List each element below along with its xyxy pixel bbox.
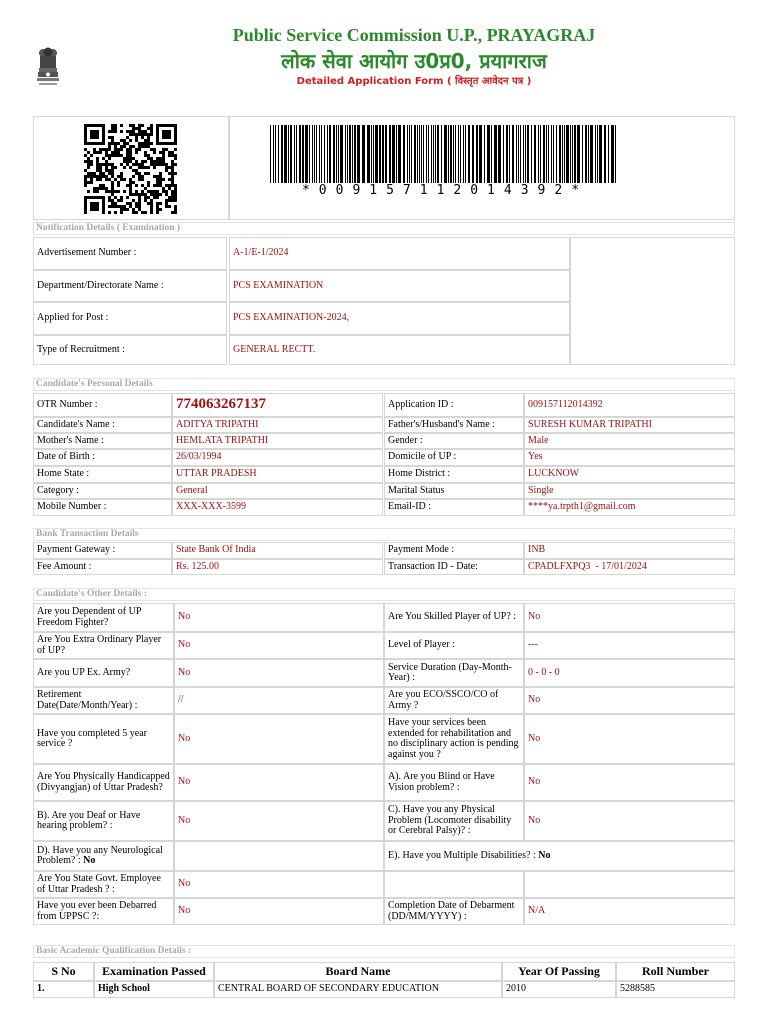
govt-employee-empty-2 — [524, 871, 735, 898]
physically-handicapped-label: Are You Physically Handicapped (Divyangjan) of Uttar Pradesh? — [33, 764, 174, 801]
extraordinary-player-value: No — [174, 632, 384, 659]
payment-mode-label: Payment Mode : — [384, 542, 524, 559]
neurological-cell — [33, 841, 174, 871]
academic-section-heading: Basic Academic Qualification Details : — [33, 945, 735, 958]
father-name-label: Father's/Husband's Name : — [384, 417, 524, 433]
dob-label: Date of Birth : — [33, 449, 172, 466]
home-state-label: Home State : — [33, 466, 172, 483]
applied-post-label: Applied for Post : — [33, 302, 227, 335]
govt-employee-empty-1 — [384, 871, 524, 898]
eco-ssco-value: No — [524, 687, 735, 714]
qr-code-icon — [84, 124, 178, 214]
qr-code-cell — [33, 116, 229, 220]
physical-problem-value: No — [524, 801, 735, 841]
mobile-value: XXX-XXX-3599 — [172, 499, 383, 516]
marital-status-label: Marital Status — [384, 483, 524, 499]
form-subtitle: Detailed Application Form ( विस्तृत आवेदन पत्र ) — [296, 76, 532, 87]
eco-ssco-label: Are you ECO/SSCO/CO of Army ? — [384, 687, 524, 714]
transaction-id-value: CPADLFXPQ3 - 17/01/2024 — [524, 559, 735, 575]
debarment-date-value: N/A — [524, 898, 735, 925]
extraordinary-player-label: Are You Extra Ordinary Player of UP? — [33, 632, 174, 659]
applied-post-value: PCS EXAMINATION-2024, — [229, 302, 570, 335]
application-id-label: Application ID : — [384, 393, 524, 417]
barcode-icon — [270, 125, 620, 185]
email-label: Email-ID : — [384, 499, 524, 516]
ex-army-value: No — [174, 659, 384, 687]
home-district-label: Home District : — [384, 466, 524, 483]
retirement-date-label: Retirement Date(Date/Month/Year) : — [33, 687, 174, 714]
category-value: General — [172, 483, 383, 499]
player-level-value: --- — [524, 632, 735, 659]
gender-label: Gender : — [384, 433, 524, 449]
candidate-name-label: Candidate's Name : — [33, 417, 172, 433]
five-year-service-label: Have you completed 5 year service ? — [33, 714, 174, 764]
fee-amount-label: Fee Amount : — [33, 559, 172, 575]
debarment-date-label: Completion Date of Debarment (DD/MM/YYYY) : — [384, 898, 524, 925]
col-header-sno: S No — [33, 962, 94, 981]
freedom-fighter-label: Are you Dependent of UP Freedom Fighter? — [33, 603, 174, 632]
page-title-hindi: लोक सेवा आयोग उ0प्र0, प्रयागराज — [281, 49, 547, 73]
debarred-label: Have you ever been Debarred from UPPSC ?: — [33, 898, 174, 925]
blind-value: No — [524, 764, 735, 801]
page-title-english: Public Service Commission U.P., PRAYAGRAJ — [232, 25, 596, 45]
bank-section-heading: Bank Transaction Details — [33, 528, 735, 541]
application-id-value: 009157112014392 — [524, 393, 735, 417]
home-state-value: UTTAR PRADESH — [172, 466, 383, 483]
table-row-sno: 1. — [33, 981, 94, 998]
candidate-name-value: ADITYA TRIPATHI — [172, 417, 383, 433]
table-row-exam: High School — [94, 981, 214, 998]
department-value: PCS EXAMINATION — [229, 270, 570, 302]
deaf-label: B). Are you Deaf or Have hearing problem? : — [33, 801, 174, 841]
col-header-year: Year Of Passing — [502, 962, 616, 981]
email-value: ****ya.trpth1@gmail.com — [524, 499, 735, 516]
multiple-disabilities-value: No — [538, 849, 551, 861]
col-header-roll: Roll Number — [616, 962, 735, 981]
barcode-text: *009157112014392* — [301, 183, 589, 198]
category-label: Category : — [33, 483, 172, 499]
neurological-label: D). Have you any Neurological Problem? : — [37, 844, 163, 866]
otr-number-label: OTR Number : — [33, 393, 172, 417]
photo-placeholder — [570, 237, 735, 365]
father-name-value: SURESH KUMAR TRIPATHI — [524, 417, 735, 433]
marital-status-value: Single — [524, 483, 735, 499]
table-row-board: CENTRAL BOARD OF SECONDARY EDUCATION — [214, 981, 502, 998]
notification-section-heading: Notification Details ( Examination ) — [33, 222, 735, 235]
otr-number-value: 774063267137 — [172, 393, 383, 417]
table-row-year: 2010 — [502, 981, 616, 998]
govt-employee-value: No — [174, 871, 384, 898]
col-header-board: Board Name — [214, 962, 502, 981]
home-district-value: LUCKNOW — [524, 466, 735, 483]
barcode-cell — [229, 116, 735, 220]
transaction-id-label: Transaction ID - Date: — [384, 559, 524, 575]
payment-mode-value: INB — [524, 542, 735, 559]
deaf-value: No — [174, 801, 384, 841]
debarred-value: No — [174, 898, 384, 925]
services-extended-label: Have your services been extended for rehabilitation and no disciplinary action is pending against you ? — [384, 714, 524, 764]
payment-gateway-label: Payment Gateway : — [33, 542, 172, 559]
blind-label: A). Are you Blind or Have Vision problem? : — [384, 764, 524, 801]
multiple-disabilities-cell — [384, 841, 735, 871]
other-section-heading: Candidate's Other Details : — [33, 588, 735, 601]
physically-handicapped-value: No — [174, 764, 384, 801]
fee-amount-value: Rs. 125.00 — [172, 559, 383, 575]
mobile-label: Mobile Number : — [33, 499, 172, 516]
neurological-empty-cell — [174, 841, 384, 871]
services-extended-value: No — [524, 714, 735, 764]
payment-gateway-value: State Bank Of India — [172, 542, 383, 559]
skilled-player-value: No — [524, 603, 735, 632]
mother-name-label: Mother's Name : — [33, 433, 172, 449]
advt-number-label: Advertisement Number : — [33, 237, 227, 270]
recruitment-type-label: Type of Recruitment : — [33, 335, 227, 365]
neurological-value: No — [83, 855, 96, 866]
gender-value: Male — [524, 433, 735, 449]
recruitment-type-value: GENERAL RECTT. — [229, 335, 570, 365]
mother-name-value: HEMLATA TRIPATHI — [172, 433, 383, 449]
govt-employee-label: Are You State Govt. Employee of Uttar Pradesh ? : — [33, 871, 174, 898]
service-duration-value: 0 - 0 - 0 — [524, 659, 735, 687]
retirement-date-value: // — [174, 687, 384, 714]
freedom-fighter-value: No — [174, 603, 384, 632]
five-year-service-value: No — [174, 714, 384, 764]
player-level-label: Level of Player : — [384, 632, 524, 659]
physical-problem-label: C). Have you any Physical Problem (Locomoter disability or Cerebral Palsy)? : — [384, 801, 524, 841]
dob-value: 26/03/1994 — [172, 449, 383, 466]
service-duration-label: Service Duration (Day-Month-Year) : — [384, 659, 524, 687]
department-label: Department/Directorate Name : — [33, 270, 227, 302]
page-header — [0, 0, 768, 112]
domicile-label: Domicile of UP : — [384, 449, 524, 466]
col-header-exam: Examination Passed — [94, 962, 214, 981]
advt-number-value: A-1/E-1/2024 — [229, 237, 570, 270]
ex-army-label: Are you UP Ex. Army? — [33, 659, 174, 687]
personal-section-heading: Candidate's Personal Details — [33, 378, 735, 391]
domicile-value: Yes — [524, 449, 735, 466]
multiple-disabilities-label: E). Have you Multiple Disabilities? : — [388, 849, 536, 861]
skilled-player-label: Are You Skilled Player of UP? : — [384, 603, 524, 632]
table-row-roll: 5288585 — [616, 981, 735, 998]
